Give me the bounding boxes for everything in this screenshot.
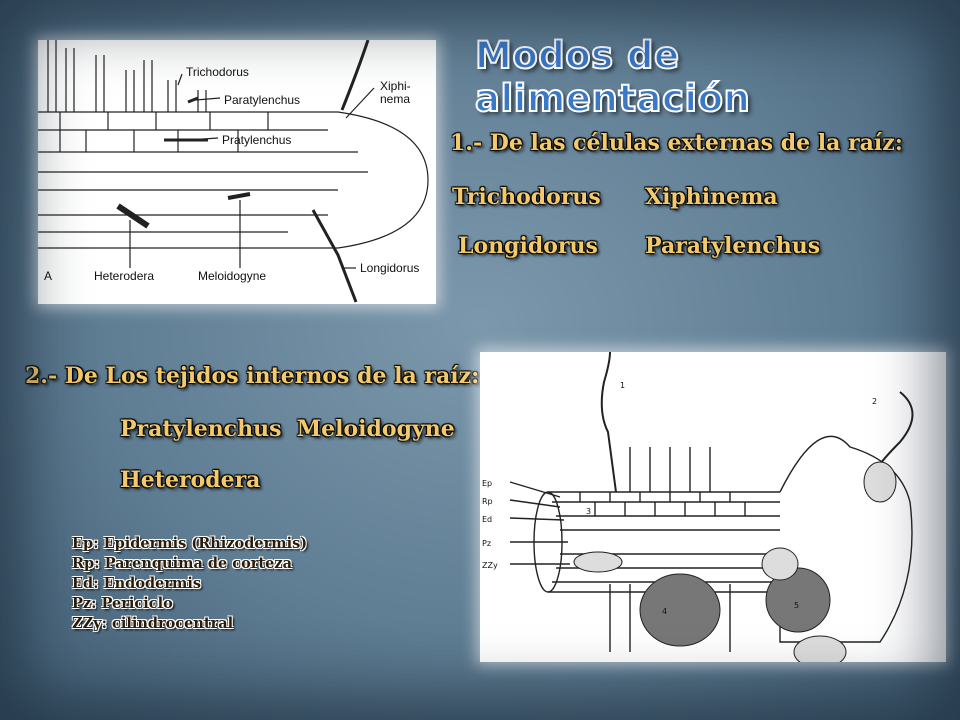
tissue-legend	[72, 534, 307, 634]
label-num-5: 5	[794, 601, 800, 610]
label-num-3: 3	[586, 507, 592, 516]
organism-trichodorus: Trichodorus	[452, 184, 601, 210]
section2-line2: Heterodera	[120, 467, 261, 493]
label-xiphinema-2: nema	[380, 92, 411, 106]
label-ep: Ep	[482, 479, 493, 488]
legend-item: ZZy: cilindrocentral	[72, 615, 234, 632]
label-longidorus: Longidorus	[360, 261, 420, 275]
organism-paratylenchus: Paratylenchus	[645, 233, 821, 259]
label-paratylenchus: Paratylenchus	[224, 93, 301, 107]
label-trichodorus: Trichodorus	[186, 65, 249, 79]
page-title: Modos de alimentación	[475, 34, 751, 120]
label-zzy: ZZy	[482, 561, 498, 570]
legend-item: Pz: Periciclo	[72, 595, 173, 612]
section1-heading: 1.- De las células externas de la raíz:	[450, 130, 903, 156]
organism-xiphinema: Xiphinema	[645, 184, 778, 210]
label-ed: Ed	[482, 515, 493, 524]
legend-item: Ed: Endodermis	[72, 575, 202, 592]
section2-line1: Pratylenchus Meloidogyne	[120, 416, 455, 442]
figure-root-external-feeding	[38, 40, 436, 304]
root-diagram-2	[480, 352, 946, 662]
label-heterodera: Heterodera	[94, 269, 155, 283]
legend-item: Rp: Parenquima de corteza	[72, 555, 292, 572]
section2-heading: 2.- De Los tejidos internos de la raíz:	[25, 363, 480, 389]
label-pz: Pz	[482, 539, 492, 548]
label-rp: Rp	[482, 497, 493, 506]
figure-root-internal-feeding	[480, 352, 946, 662]
root-diagram-1	[38, 40, 436, 304]
legend-item: Ep: Epidermis (Rhizodermis)	[72, 535, 308, 552]
label-num-1: 1	[620, 381, 626, 390]
label-xiphinema-1: Xiphi-	[380, 79, 411, 93]
organism-longidorus: Longidorus	[458, 233, 598, 259]
label-num-2: 2	[872, 397, 878, 406]
label-panel-letter: A	[44, 269, 53, 283]
label-num-4: 4	[662, 607, 668, 616]
label-meloidogyne: Meloidogyne	[198, 269, 267, 283]
label-pratylenchus: Pratylenchus	[222, 133, 292, 147]
